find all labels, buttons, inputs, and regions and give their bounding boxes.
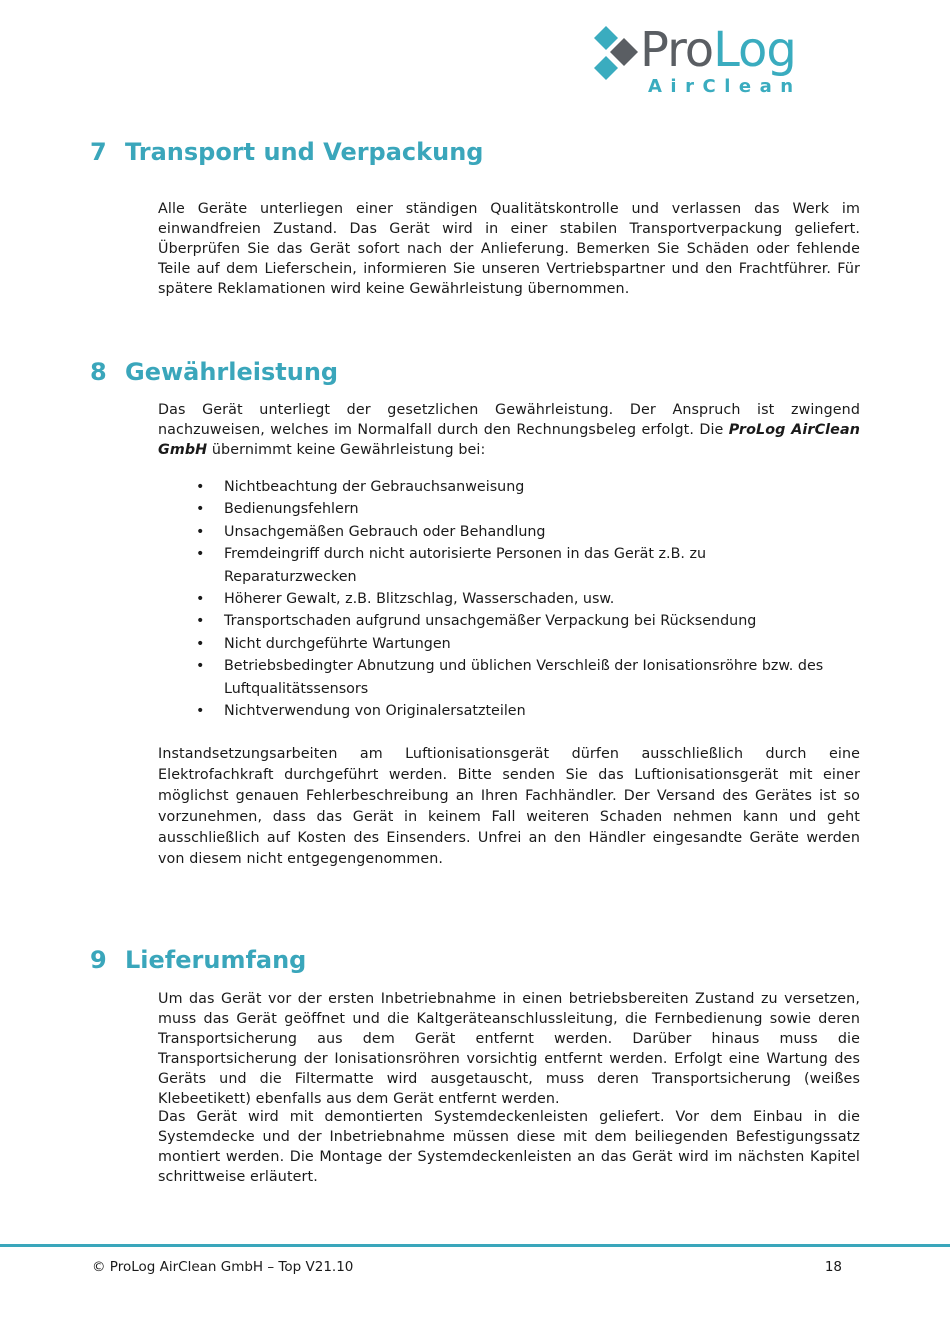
section-9-heading <box>90 945 306 975</box>
page-number: 18 <box>824 1259 842 1275</box>
footer-divider <box>0 1244 950 1247</box>
logo-pro-text: Pro <box>640 22 714 78</box>
section-number: 8 <box>90 358 107 386</box>
list-item: • Nichtverwendung von Originalersatzteilen <box>158 700 860 722</box>
logo-log-text: Log <box>713 22 796 78</box>
list-item: • Unsachgemäßen Gebrauch oder Behandlung <box>158 521 860 543</box>
section-title: Gewährleistung <box>125 358 339 386</box>
logo-wordmark <box>640 20 796 80</box>
logo-subtitle: AirClean <box>648 76 802 97</box>
intro-text-end: übernimmt keine Gewährleistung bei: <box>207 442 486 458</box>
list-item: • Nicht durchgeführte Wartungen <box>158 633 860 655</box>
list-item: • Höherer Gewalt, z.B. Blitzschlag, Wasserschaden, usw. <box>158 588 860 610</box>
section-number: 7 <box>90 138 107 166</box>
section-9-paragraph-2: Das Gerät wird mit demontierten Systemdeckenleisten geliefert. Vor dem Einbau in die Systemdecke und der Inbetriebnahme müssen diese mit dem beiliegenden Befestigungssatz montiert werden. Die Montage der Systemdeckenleisten an das Gerät wird im nächsten Kapitel schrittweise erläutert. <box>158 1109 860 1185</box>
section-8-closing: Instandsetzungsarbeiten am Luftionisationsgerät dürfen ausschließlich durch eine Elektrofachkraft durchgeführt werden. Bitte senden Sie das Luftionisationsgerät mit einer möglichst genauen Fehlerbeschreibung an Ihren Fachhändler. Der Versand des Gerätes ist so vorzunehmen, dass das Gerät in keinem Fall weiteren Schaden nehmen kann und geht ausschließlich auf Kosten des Einsenders. Unfrei an den Händler eingesandte Geräte werden von diesem nicht entgegengenommen. <box>158 746 860 867</box>
section-title: Lieferumfang <box>125 946 307 974</box>
list-item: • Fremdeingriff durch nicht autorisierte Personen in das Gerät z.B. zu Reparaturzwecken <box>158 543 784 588</box>
section-7-paragraph: Alle Geräte unterliegen einer ständigen Qualitätskontrolle und verlassen das Werk im einwandfreien Zustand. Das Gerät wird in einer stabilen Transportverpackung geliefert. Überprüfen Sie das Gerät sofort nach der Anlieferung. Bemerken Sie Schäden oder fehlende Teile auf dem Lieferschein, informieren Sie unseren Vertriebspartner und den Frachtführer. Für spätere Reklamationen wird keine Gewährleistung übernommen. <box>158 201 860 297</box>
section-9-paragraph-1: Um das Gerät vor der ersten Inbetriebnahme in einen betriebsbereiten Zustand zu versetzen, muss das Gerät geöffnet und die Kaltgeräteanschlussleitung, die Fernbedienung sowie deren Transportsicherung aus dem Gerät entfernt werden. Darüber hinaus muss die Transportsicherung der Ionisationsröhren vorsichtig entfernt werden. Erfolgt eine Wartung des Geräts und die Filtermatte wird ausgetauscht, muss deren Transportsicherung (weißes Klebeetikett) ebenfalls aus dem Gerät entfernt werden. <box>158 991 860 1107</box>
list-item: • Transportschaden aufgrund unsachgemäßer Verpackung bei Rücksendung <box>158 610 860 632</box>
intro-text: Das Gerät unterliegt der gesetzlichen Gewährleistung. Der Anspruch ist zwingend nachzuweisen, welches im Normalfall durch den Rechnungsbeleg erfolgt. Die <box>158 402 860 438</box>
section-number: 9 <box>90 946 107 974</box>
warranty-exclusions-list <box>158 476 860 722</box>
logo-diamonds-icon <box>590 24 646 88</box>
section-7-heading <box>90 137 483 167</box>
section-8-heading <box>90 357 338 387</box>
list-item: • Betriebsbedingter Abnutzung und üblichen Verschleiß der Ionisationsröhre bzw. des Luftqualitätssensors <box>158 655 884 700</box>
list-item: • Bedienungsfehlern <box>158 498 860 520</box>
brand-name: ProLog AirClean GmbH <box>158 422 860 458</box>
footer-copyright: © ProLog AirClean GmbH – Top V21.10 <box>92 1259 354 1275</box>
section-title: Transport und Verpackung <box>125 138 484 166</box>
section-8-intro <box>158 400 860 460</box>
list-item: • Nichtbeachtung der Gebrauchsanweisung <box>158 476 860 498</box>
company-logo <box>590 24 850 104</box>
